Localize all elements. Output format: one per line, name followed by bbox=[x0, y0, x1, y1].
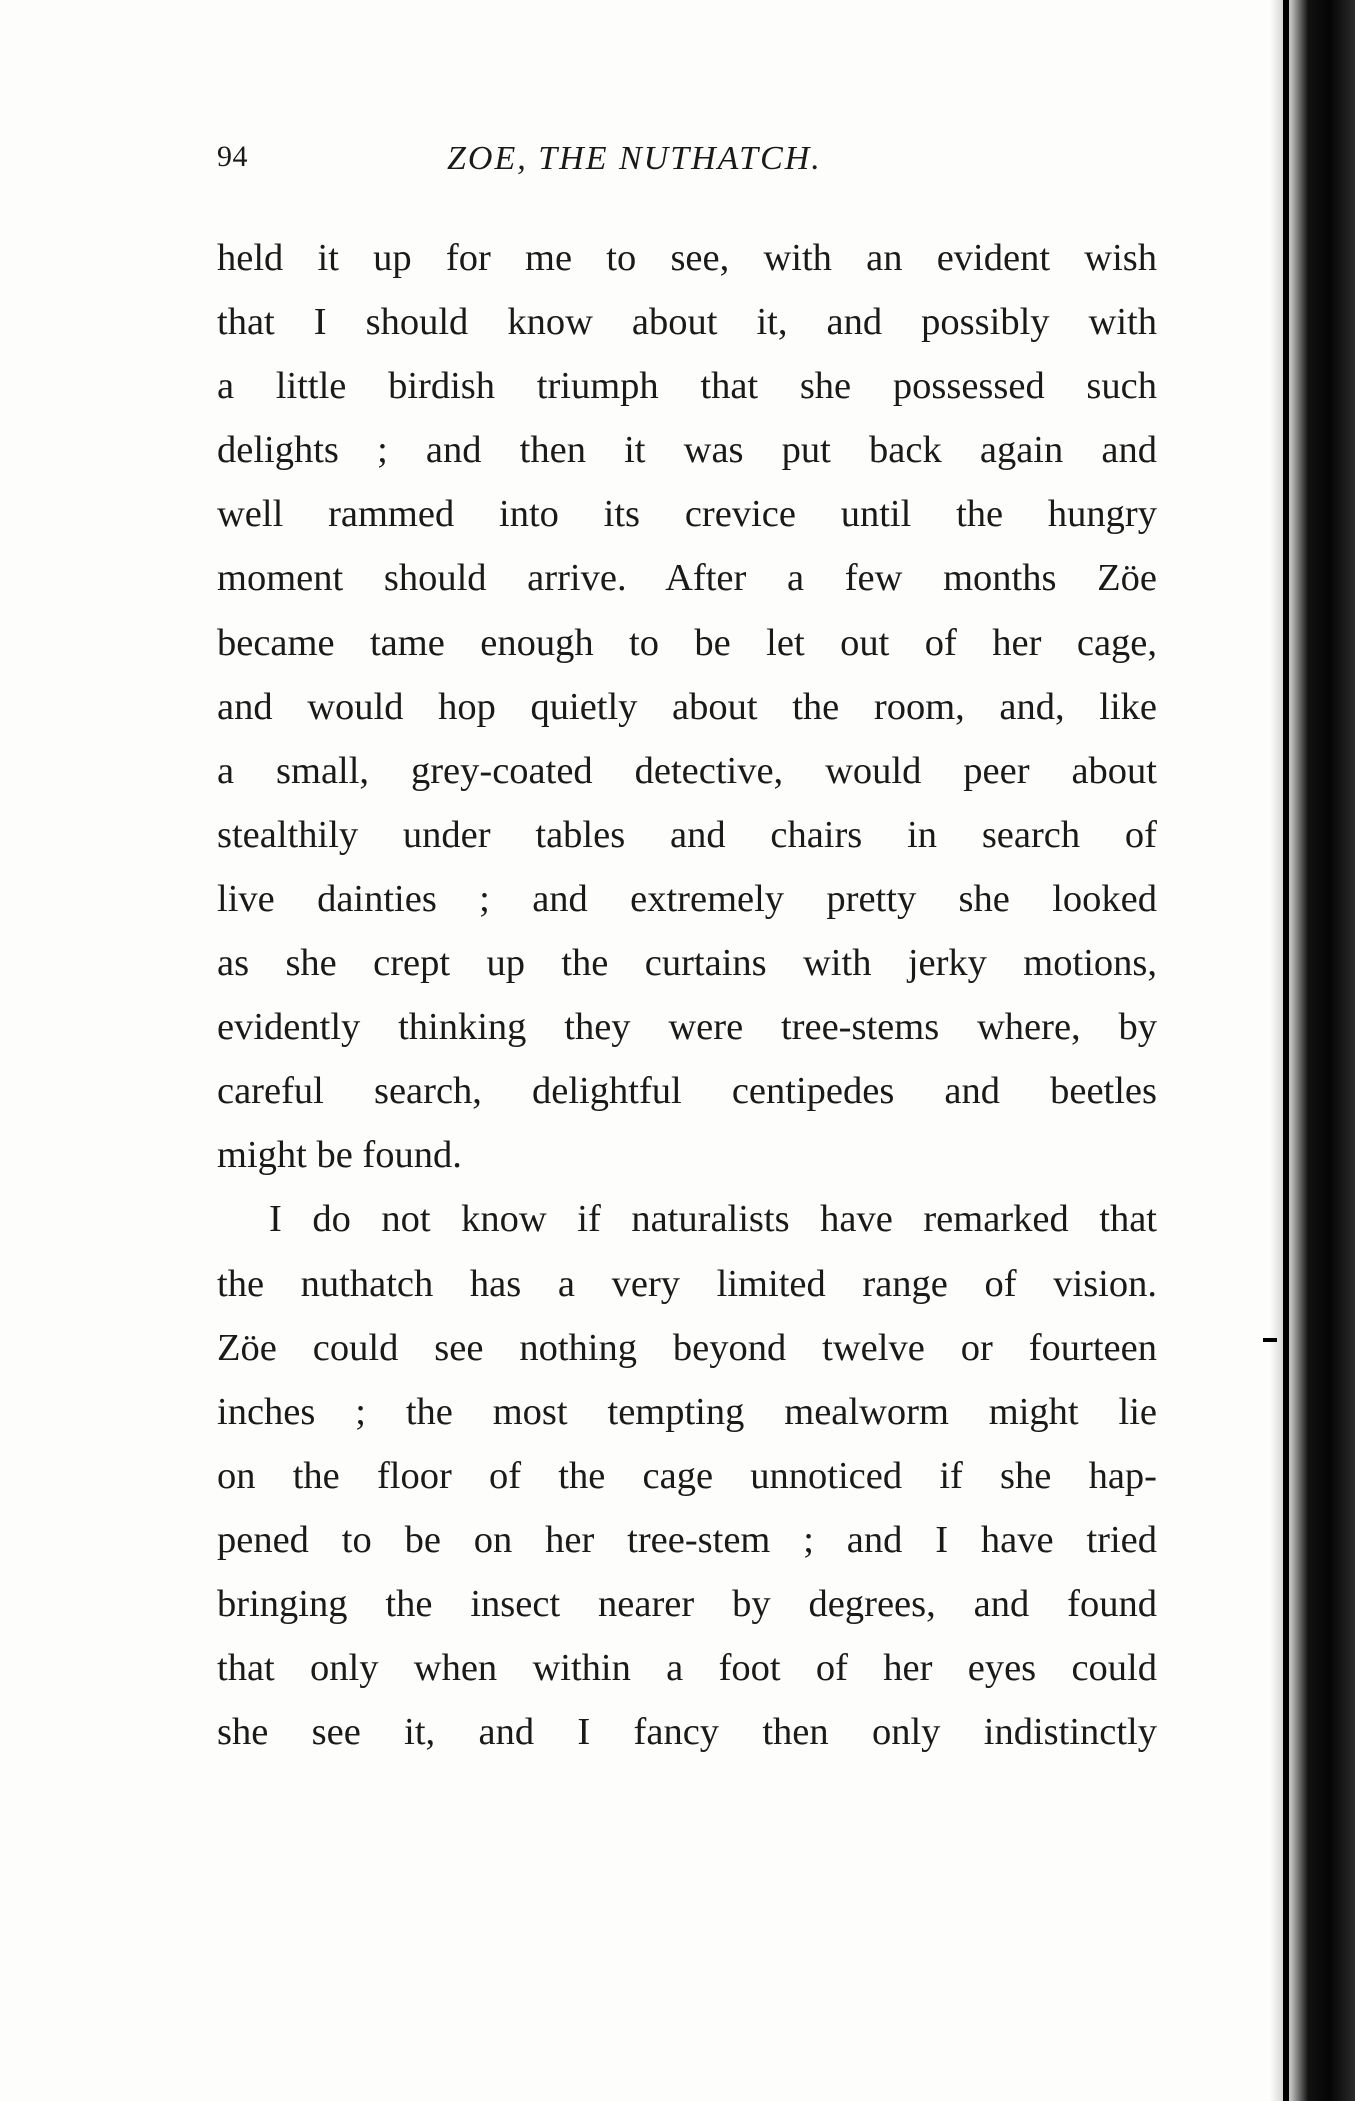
text-line: moment should arrive. After a few months Zöe bbox=[217, 557, 1157, 600]
text-line: live dainties ; and extremely pretty she looked bbox=[217, 877, 1157, 920]
text-line: she see it, and I fancy then only indistinctly bbox=[217, 1711, 1157, 1754]
text-line: on the floor of the cage unnoticed if she hap- bbox=[217, 1454, 1157, 1497]
text-line: Zöe could see nothing beyond twelve or fourteen bbox=[217, 1326, 1157, 1369]
body-text bbox=[217, 226, 1157, 1764]
text-line: evidently thinking they were tree-stems where, by bbox=[217, 1006, 1157, 1049]
text-line: became tame enough to be let out of her cage, bbox=[217, 621, 1157, 664]
paragraph-end-line: might be found. bbox=[217, 1134, 462, 1177]
page-header bbox=[217, 140, 1157, 184]
paragraph-start-line: I do not know if naturalists have remarked that bbox=[269, 1198, 1157, 1241]
text-line: inches ; the most tempting mealworm might lie bbox=[217, 1390, 1157, 1433]
text-line: delights ; and then it was put back again and bbox=[217, 429, 1157, 472]
book-spine-edge bbox=[1283, 0, 1289, 2101]
text-line: stealthily under tables and chairs in search of bbox=[217, 813, 1157, 856]
text-line: as she crept up the curtains with jerky motions, bbox=[217, 942, 1157, 985]
scan-artifact bbox=[1263, 1338, 1277, 1342]
page-number: 94 bbox=[217, 140, 248, 173]
text-line: the nuthatch has a very limited range of vision. bbox=[217, 1262, 1157, 1305]
text-line: bringing the insect nearer by degrees, and found bbox=[217, 1582, 1157, 1625]
text-line: held it up for me to see, with an evident wish bbox=[217, 237, 1157, 279]
text-line: a little birdish triumph that she possessed such bbox=[217, 365, 1157, 408]
text-line: well rammed into its crevice until the hungry bbox=[217, 493, 1157, 536]
text-line: that only when within a foot of her eyes could bbox=[217, 1647, 1157, 1690]
text-line: careful search, delightful centipedes and beetles bbox=[217, 1070, 1157, 1113]
text-line: pened to be on her tree-stem ; and I have tried bbox=[217, 1518, 1157, 1561]
text-line: a small, grey-coated detective, would peer about bbox=[217, 749, 1157, 792]
text-line: and would hop quietly about the room, and, like bbox=[217, 685, 1157, 728]
text-line: that I should know about it, and possibly with bbox=[217, 301, 1157, 344]
running-title: ZOE, THE NUTHATCH. bbox=[447, 140, 822, 177]
